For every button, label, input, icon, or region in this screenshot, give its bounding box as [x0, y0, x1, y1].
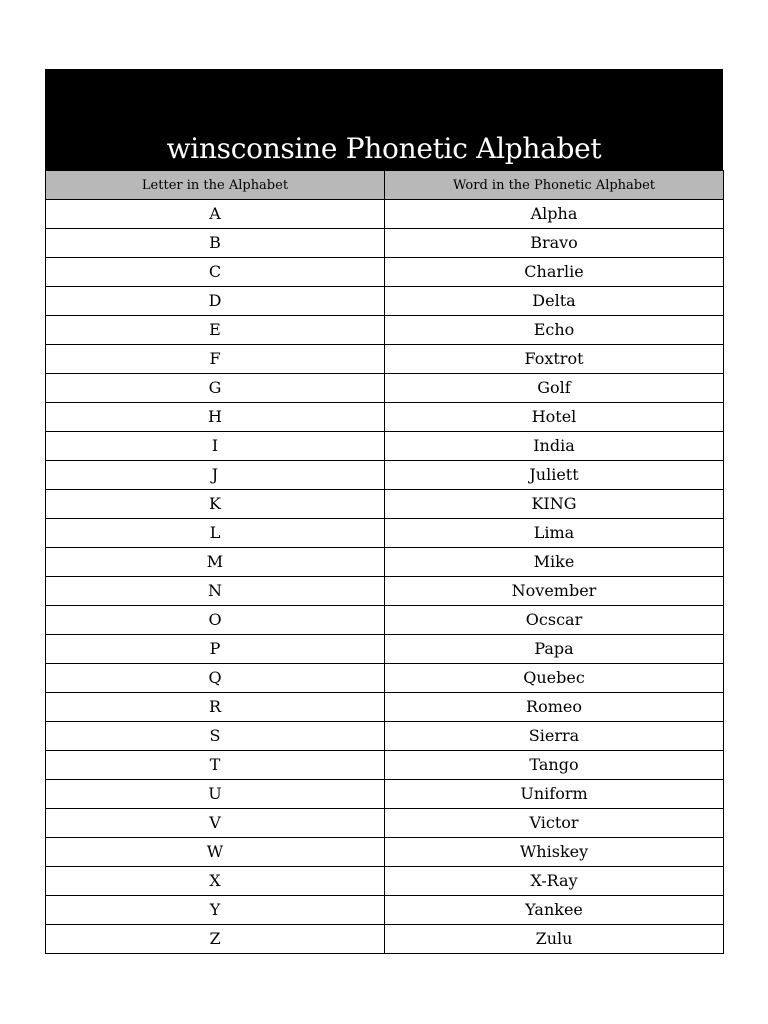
phonetic-alphabet-table [45, 170, 724, 954]
letter-cell: Z [46, 925, 385, 954]
phonetic-word-cell: Mike [385, 548, 724, 577]
table-row [46, 780, 724, 809]
letter-cell: G [46, 374, 385, 403]
phonetic-word-cell: Papa [385, 635, 724, 664]
phonetic-word-cell: Delta [385, 287, 724, 316]
table-body [46, 200, 724, 954]
letter-cell: J [46, 461, 385, 490]
phonetic-alphabet-sheet [45, 69, 723, 954]
table-row [46, 838, 724, 867]
table-row [46, 461, 724, 490]
title-banner [45, 69, 723, 170]
table-row [46, 606, 724, 635]
phonetic-word-cell: Golf [385, 374, 724, 403]
phonetic-word-cell: Uniform [385, 780, 724, 809]
table-row [46, 722, 724, 751]
phonetic-word-cell: Ocscar [385, 606, 724, 635]
phonetic-word-cell: November [385, 577, 724, 606]
letter-column-header: Letter in the Alphabet [46, 171, 385, 200]
phonetic-word-cell: Alpha [385, 200, 724, 229]
letter-cell: Q [46, 664, 385, 693]
table-row [46, 258, 724, 287]
letter-cell: C [46, 258, 385, 287]
table-row [46, 519, 724, 548]
table-row [46, 896, 724, 925]
table-row [46, 693, 724, 722]
phonetic-word-cell: Zulu [385, 925, 724, 954]
letter-cell: T [46, 751, 385, 780]
table-row [46, 664, 724, 693]
table-row [46, 548, 724, 577]
table-row [46, 316, 724, 345]
letter-cell: F [46, 345, 385, 374]
table-row [46, 229, 724, 258]
letter-cell: A [46, 200, 385, 229]
table-row [46, 925, 724, 954]
table-row [46, 577, 724, 606]
phonetic-word-cell: KING [385, 490, 724, 519]
table-row [46, 432, 724, 461]
letter-cell: H [46, 403, 385, 432]
phonetic-word-cell: Bravo [385, 229, 724, 258]
table-row [46, 200, 724, 229]
phonetic-word-cell: Hotel [385, 403, 724, 432]
table-row [46, 403, 724, 432]
phonetic-word-cell: Quebec [385, 664, 724, 693]
phonetic-word-cell: Romeo [385, 693, 724, 722]
phonetic-word-cell: Foxtrot [385, 345, 724, 374]
table-row [46, 751, 724, 780]
letter-cell: S [46, 722, 385, 751]
table-row [46, 490, 724, 519]
word-column-header: Word in the Phonetic Alphabet [385, 171, 724, 200]
letter-cell: I [46, 432, 385, 461]
phonetic-word-cell: Yankee [385, 896, 724, 925]
letter-cell: D [46, 287, 385, 316]
phonetic-word-cell: Sierra [385, 722, 724, 751]
phonetic-word-cell: Victor [385, 809, 724, 838]
table-row [46, 867, 724, 896]
table-row [46, 635, 724, 664]
phonetic-word-cell: Tango [385, 751, 724, 780]
phonetic-word-cell: Echo [385, 316, 724, 345]
phonetic-word-cell: Whiskey [385, 838, 724, 867]
letter-cell: L [46, 519, 385, 548]
letter-cell: E [46, 316, 385, 345]
letter-cell: U [46, 780, 385, 809]
letter-cell: O [46, 606, 385, 635]
letter-cell: P [46, 635, 385, 664]
phonetic-word-cell: India [385, 432, 724, 461]
table-row [46, 374, 724, 403]
table-header-row [46, 171, 724, 200]
table-row [46, 809, 724, 838]
table-row [46, 287, 724, 316]
letter-cell: Y [46, 896, 385, 925]
letter-cell: X [46, 867, 385, 896]
phonetic-word-cell: Lima [385, 519, 724, 548]
letter-cell: R [46, 693, 385, 722]
letter-cell: K [46, 490, 385, 519]
letter-cell: N [46, 577, 385, 606]
table-row [46, 345, 724, 374]
letter-cell: V [46, 809, 385, 838]
phonetic-word-cell: Charlie [385, 258, 724, 287]
letter-cell: M [46, 548, 385, 577]
phonetic-word-cell: Juliett [385, 461, 724, 490]
page-title: winsconsine Phonetic Alphabet [166, 132, 602, 165]
phonetic-word-cell: X-Ray [385, 867, 724, 896]
letter-cell: W [46, 838, 385, 867]
letter-cell: B [46, 229, 385, 258]
